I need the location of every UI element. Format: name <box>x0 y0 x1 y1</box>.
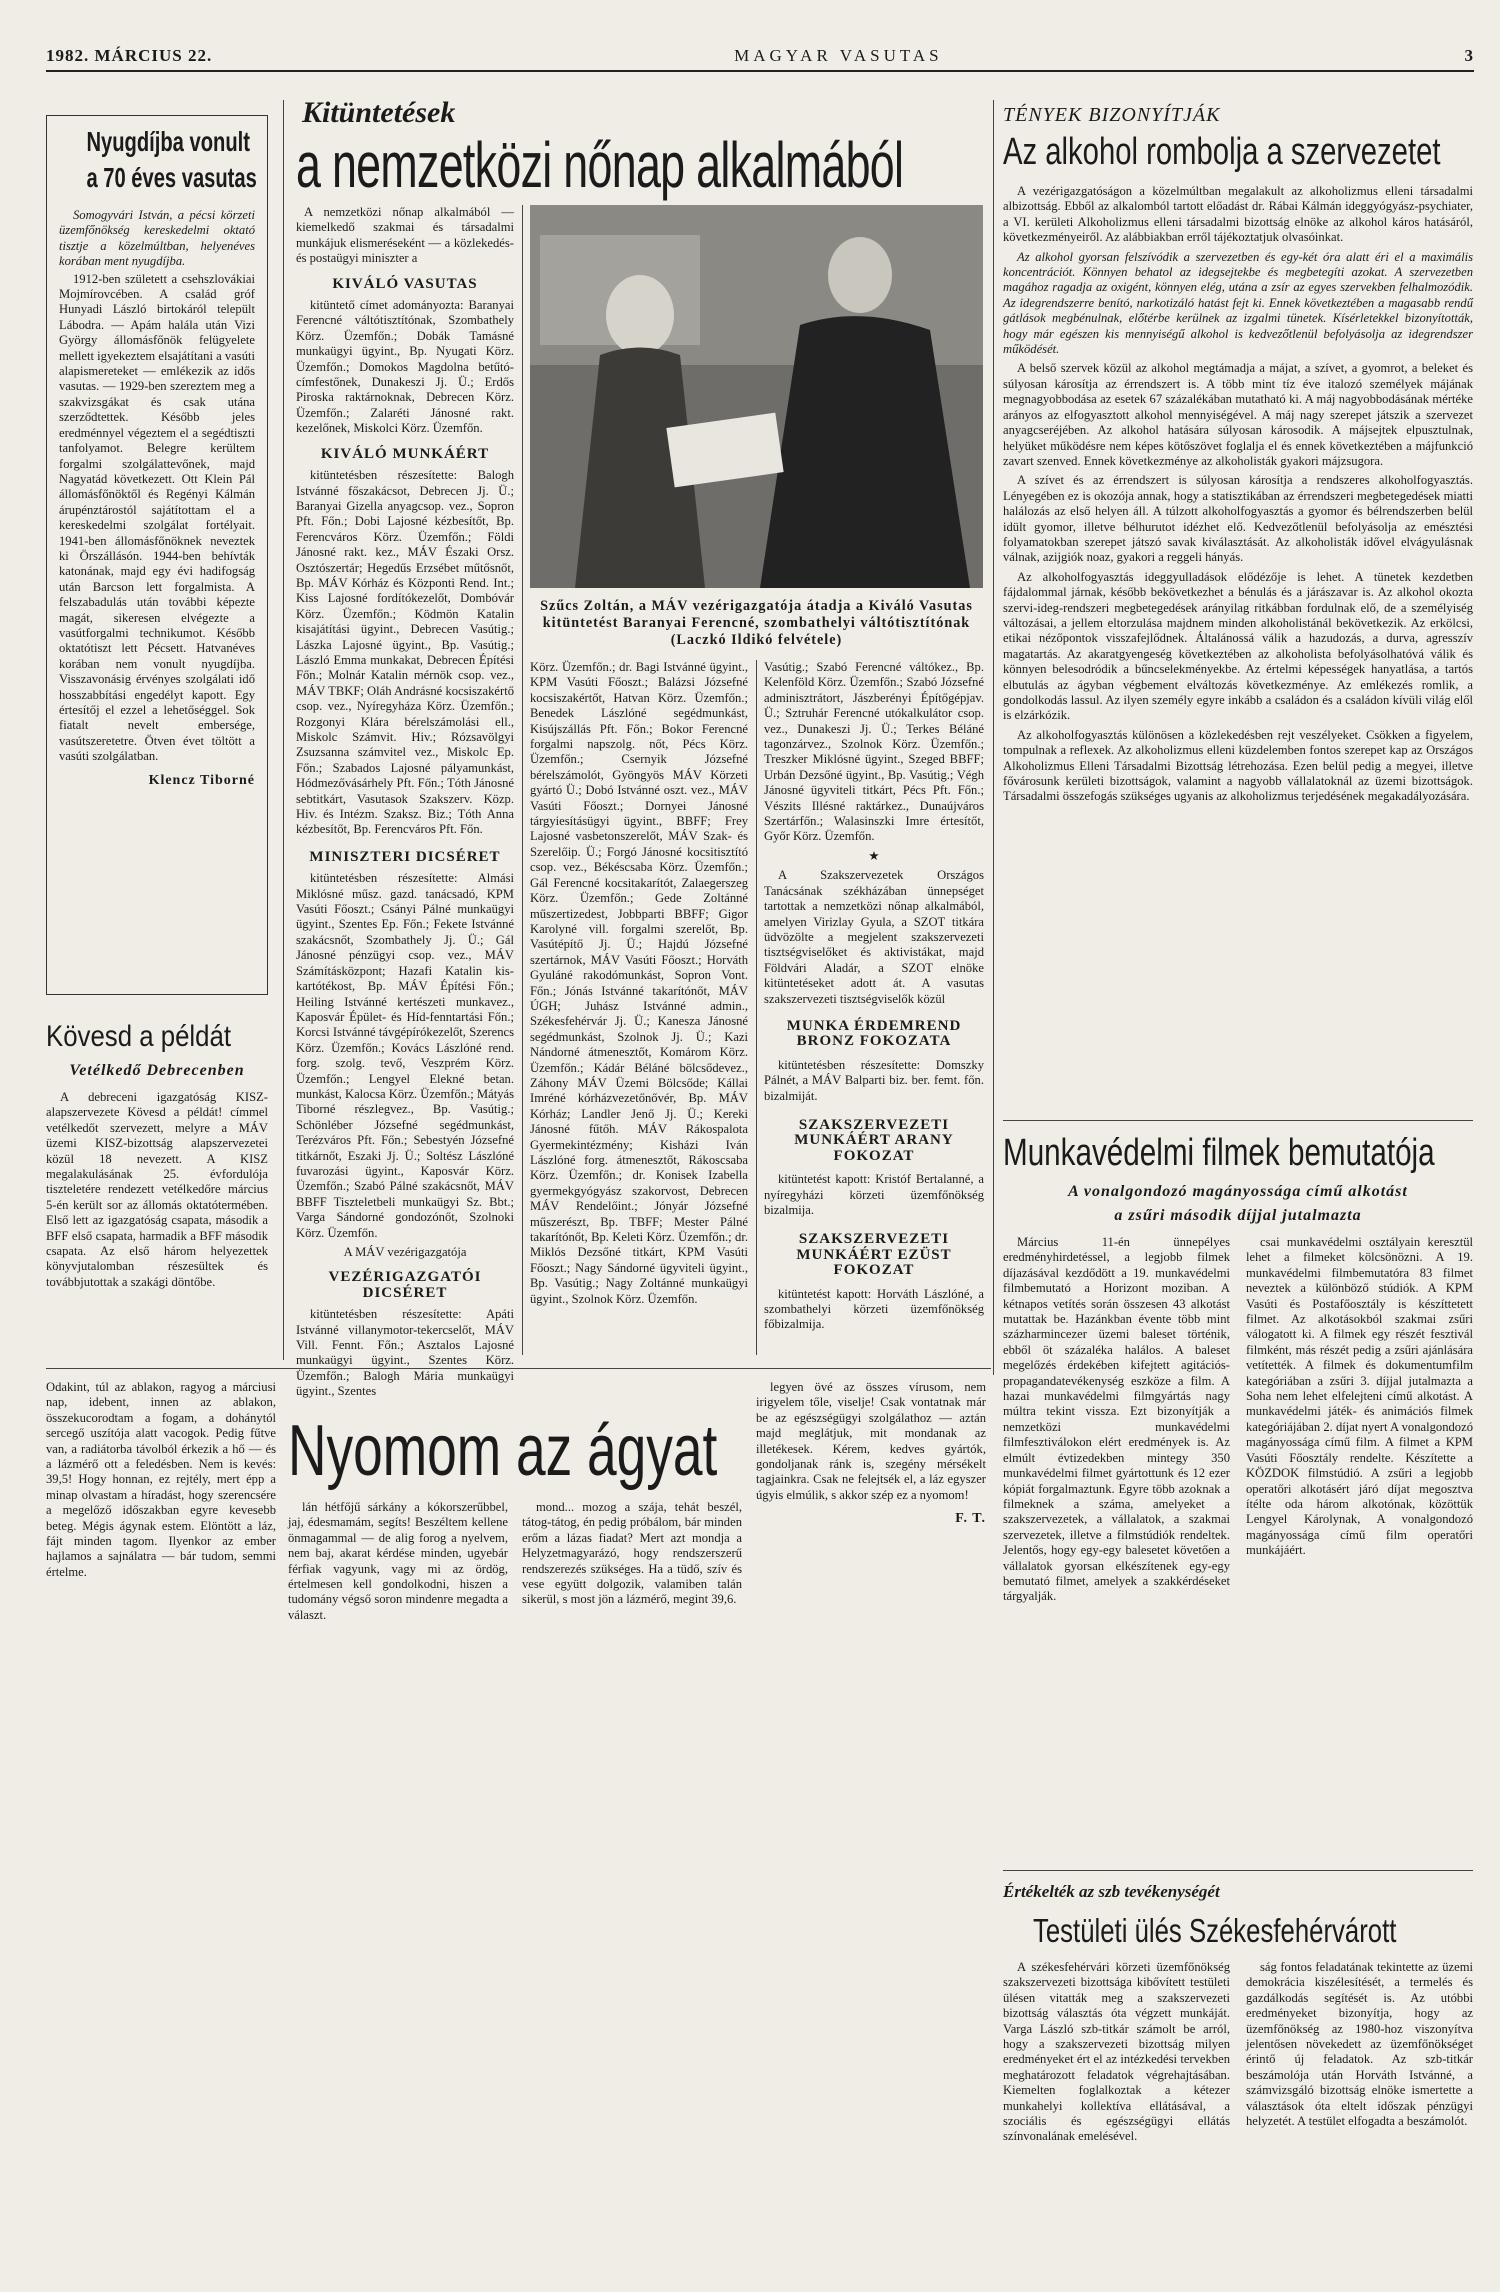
tenyek-title: Az alkohol rombolja a szervezetet <box>1003 131 1441 173</box>
testuleti-article <box>1003 1882 1473 2147</box>
munkavedelmi-sub2: a zsűri második díjjal jutalmazta <box>1114 1207 1362 1224</box>
miniszteri-dicseret-heading: MINISZTERI DICSÉRET <box>309 848 501 865</box>
nyomom-author: F. T. <box>955 1511 986 1527</box>
tenyek-article <box>1003 104 1473 807</box>
photo-caption: Szűcs Zoltán, a MÁV vezérigazgatója átadja a Kiváló Vasutas kitüntetést Baranyai Ferencné, szombathelyi váltótisztítónak (Laczkó Ildikó felvétele) <box>540 598 973 648</box>
nyomom-col-2: lán hétfőjű sárkány a kókorszerűbbel, jaj, édesmamám, segíts! Beszéltem kellene önmagammal — de alig forog a nyelvem, nem baj, akarat kérdése minden, ugyebár férfiak vagyunk, vagy mi az ördög, értelmesen kell gondolkodni, hiszen a tudomány végső soron mindenre megadta a választ. <box>288 1500 508 1622</box>
munkavedelmi-sub1: A vonalgondozó magányossága című alkotást <box>1068 1183 1408 1200</box>
kovesd-title: Kövesd a példát <box>46 1020 232 1053</box>
kovesd-subtitle: Vetélkedő Debrecenben <box>69 1062 245 1079</box>
tenyek-kicker: TÉNYEK BIZONYÍTJÁK <box>1003 104 1221 126</box>
munkavedelmi-title: Munkavédelmi filmek bemutatója <box>1003 1132 1435 1174</box>
kovesd-article <box>46 1020 268 1292</box>
nyomom-col-3: mond... mozog a szája, tehát beszél, tátog-tátog, én pedig próbálom, bár minden erőm a lázas fiadat? Mert azt mondja a Helyzetmagyarázó, hogy rendszerszerű rendszerezés szükséges. Ha a tüdő, szív és vese együtt dolgozik, valamiben talán sikerül, s most jön a lázmérő, megint 39,6. <box>522 1500 742 1607</box>
kitunt-col-1: A nemzetközi nőnap alkalmából — kiemelkedő szakmai és társadalmi munkájuk elismeréseként — a közlekedés- és postaügyi miniszter a KIVÁLÓ VASUTAS kitüntető címet adományozta: Baranyai Ferencné váltótisztítónak, Szombathely Körz. Üzemfőn.; Dobák Tamásné munkaügyi ügyint., Bp. Nyugati Körz. Üzemfőn.; Domokos Magdolna betűtó-címfestőnek, Dunakeszi Jj. Ü.; Erdős Piroska raktárnoknak, Debrecen Körz. Üzemfőn.; Zalaréti Jánosné rakt. kezelőnek, Miskolci Körz. Üzemfőn. KIVÁLÓ MUNKÁÉRT kitüntetésben részesítette: Balogh Istvánné főszakácsot, Debrecen Jj. Ü.; Baranyai Gizella anyagcsop. vez., Sopron Pft. Főn.; Dobi Lajosné kézbesítőt, Bp. Ferencváros Körz. Üzemfőn.; Földi Jánosné rakt. kez., MÁV Északi Orsz. Osztószertár; Hegedűs Erzsébet műtősnőt, Bp. MÁV Kórház és Központi Rend. Int.; Kiss Lajosné fordítókezelőt, Dombóvár Körz. Üzemfőn.; Ködmön Katalin kisajátítási ügyint., Debrecen Vasútig.; Lászka Lajosné ügyint., Bp. Vasútig.; László Emma munkakat, Debrecen Építési Főn.; Molnár Katalin mérnök csop. vez., MÁV TBKF; Oláh Andrásné kocsiszakértő csop. vez., Nyíregyháza Körz. Üzemfőn.; Rozgonyi Klára bérelszámolási ell., Miskolc Számvit. Hiv.; Rózsavölgyi Zsuzsanna számvitel vez., Miskolc Ep. Főn.; Szabados Lajosné pályamunkást, Hódmezővásárhely Pft. Főn.; Tóth Jánosné sebtitkárt, Vasutasok Szakszerv. Közp. Hiv. és Intézm. Szaksz. Biz.; Tóth Anna kézbesítőt, Bp. Ferencváros Pft. Főn. MINISZTERI DICSÉRET kitüntetésben részesítette: Almási Miklósné műsz. gazd. tanácsadó, KPM Vasúti Főoszt.; Csányi Pálné munkaügyi ügyint., Szentes Ep. Főn.; Fekete Istvánné szakácsnőt, Szombathely Jj. Ü.; Gál Jánosné pénzügyi csop. vez., MÁV Számításközpont; Hazafi Katalin kis-kartótékost, Bp. MÁV Építési Főn.; Heiling Istvánné kertészeti munkavez., Kaposvár Épület- és Híd-fenntartási Főn.; Korcsi Istvánné távgépírókezelőt, Szerencs Körz. Üzemfőn.; Kovács Lászlóné rend. forg. szolg. tevő, Veszprém Körz. Üzemfőn.; Lengyel Elekné betan. munkást, Kalocsa Körz. Üzemfőn.; Mátyás Tiborné részlegvez., Bp. Vasútig.; Schönléber Józsefné segédmunkást, Terézváros Pft. Főn.; Sebestyén Józsefné titkárnőt, Eszaki Jj. Ü.; Soltész Lászlóné fuvarozási ügyint., Kaposvár Körz. Üzemfőn.; Szabó Pálné szakácsnőt, MÁV BBFF Tiszteletbeli munkaügyi Sz. Bbt.; Varga Sándorné gondozónőt, Szolnoki Körz. Üzemfőn. A MÁV vezérigazgatója VEZÉRIGAZGATÓI DICSÉRET kitüntetésben részesítette: Apáti Istvánné villanymotor-tekercselőt, MÁV Vill. Fennt. Főn.; Asztalos Lajosné munkaügyi ügyint., Szentes Körz. Üzemfőn.; Balogh Mária munkaügyi ügyint., Szentes <box>296 205 514 1399</box>
kituntetesek-header <box>296 96 984 202</box>
testuleti-col-2: ság fontos feladatának tekintette az üzemi demokrácia kiszélesítését, a termelés és gazdálkodás segítését is. Az utóbbi eredményeket bizonyítja, hogy az üzemfőnökség az 1980-hoz viszonyítva jelentősen növekedett az üzemfőnökséget érintő új feladatok. Az szb-titkár beszámolója után Horváth Istvánné, a számvizsgáló bizottság elnöke ismertette a választások óta eltelt időszak pénzügyi helyzetét. A testület elfogadta a beszámolót. <box>1246 1960 1473 2129</box>
nyomom-title: Nyomom az ágyat <box>288 1411 718 1491</box>
nyugdij-body: 1912-ben született a csehszlovákiai Mojmírovcében. A család gróf Hunyadi László birtokáról települt Lábodra. — Apám halála után Vizi György állomásfőnök felügyelete mellett igyekeztem elsajátítani a vasúti alapismereteket — emlékezik az idős vasutas. — 1929-ben szereztem meg a szakvizsgákat és csak utána szerződtettek. Később jeles eredménnyel végeztem el a segédtiszti tanfolyamot. Belegre kerültem forgalmi szolgálattevőnek, majd Nagyatád következett. Ott Klein Pál állomásfőnöktől és Regényi Kálmán árupénztárostól sajátítottam el a kereskedelmi szolgálat fortélyait. 1941-ben állomásfőnöknek neveztek ki Örszállásón. 1944-ben behívták katonának, majd egy évi hadifogság után Barcson lett forgalmista. A felszabadulás után további képezte magát, sikeresen elvégezte a vasútforgalmi technikumot. Később oktatótiszt lett Pécsett. Hatvanéves korában nem vonult nyugdíjba. Visszavonásig érvényes szolgálati idő hosszabbítási engedélyt kapott. Egy értesítőj el ezzel a lehetőséggel. Sok fiatalt nevelt embersége, vasútszeretetre. Ötven évet töltött a vasúti szolgálatban. <box>59 271 255 764</box>
issue-date: 1982. MÁRCIUS 22. <box>46 46 213 65</box>
kitunt-col-2: Körz. Üzemfőn.; dr. Bagi Istvánné ügyint., KPM Vasúti Főoszt.; Balázsi Józsefné kocsiszakértőt, Hatvan Körz. Üzemfőn.; Benedek Lászlóné segédmunkást, Kisújszállás Pft. Főn.; Bokor Ferencné forgalmi napszolg. nőt, Pécs Körz. Üzemfőn.; Csernyik Józsefné bérelszámolót, Gyöngyös MÁV Körzeti gyártó Ü.; Dobó Istvánné oszt. vez., MÁV Vasúti Főoszt.; Dornyei Jánosné tárgyiesításügyi ügyint., BBFF; Frey Lajosné vasbetonszerelőt, MÁV Szak- és Szerelőip. Ü.; Forgó Jánosné kocsitisztító csop. vez., Békéscsaba Körz. Üzemfőn.; Gál Ferencné kocsitakarítót, Zalaegerszeg Körz. Üzemfőn.; Gede Zoltánné műszertizedest, Jobbparti BBFF; Gigor Karolyné vill. forgalmi szerelőt, Bp. Vasútépítő Jj. Ü.; Hajdú Józsefné szertárnok, MÁV Vasúti Főoszt.; Horváth Gyuláné rakodómunkást, Sopron Vont. Főn.; Jónás Istvánné takarítónőt, MÁV ÚGH; Juhász Istvánné admin., Székesfehérvár Jj. Ü.; Kanesza Jánosné segédmunkást, Szolnok Jj. Ü.; Kazi Nándorné átmenesztőt, Komárom Körz. Üzemfőn.; Kádár Béláné bölcsődevez., Záhony MÁV Üzemi Bölcsőde; Kállai Imréné kórházvezetőnővér, Bp. MÁV Kórház; Landler Jenő Jj. Ü.; Kereki Jánosné fűtőh. MÁV Rákospalota Gyermekintézmény; Kisházi Iván Lászlóné forg. átmenesztőt, Rákoscsaba Körz. Üzemfőn.; dr. Konisek Izabella gyermekgyógyász szakorvost, Debrecen MÁV Rendelőint.; Jónyár Józsefné műszerészt, Bp. TBFF; Mester Pálné takarítónőt, Bp. Keleti Körz. Üzemfőn.; dr. Miklós Dezsőné titkárt, KPM Vasúti Főoszt.; Nagy Sándorné ügyviteli ügyint., Bp. Vasútig.; Nagy Zoltánné munkaügyi ügyint., Szolnok Körz. Üzemfőn. <box>530 660 748 1306</box>
nyomom-col-1: Odakint, túl az ablakon, ragyog a márciusi nap, idebent, innen az ablakon, összekucorodtam a fogam, a dohánytól sercegő uszítója alatt vacogok. Pedig fűtve van, a radiátorba távolból érkezik a hő — és a lázmérő ott a feledésben. Nem is kevés: 39,5! Hogy honnan, ez rejtély, mert épp a minap olvastam a híradást, hogy szerencsére a megelőző időszakban egyre kevesebb beteg. Mégis ágynak estem. Elöntött a láz, fájt minden tagom. Ilyenkor az ember hajlamos a sajnálatra — bár tudom, semmi értelme. <box>46 1380 276 1579</box>
running-header <box>46 42 1474 72</box>
munkavedelmi-col-2: csai munkavédelmi osztályain keresztül lehet a filmeket kölcsönözni. A 19. munkavédelmi filmbemutatóra 83 filmet neveztek a különböző stúdiók. A KPM Vasúti és Postafőosztály is készíttetett filmet. Az alkotásokból szakmai zsűri válogatott ki. A filmek egy részét fesztivál filmként, más részét pedig a zsűri ajánlására vetítették. A filmek és dokumentumfilm kategóriában a zsűri 3. díjjal jutalmazta a Soha nem lehet elfelejteni című alkotást. A munkavédelmi játék- és animációs filmek kategóriájában 2. díjat nyert A vonalgondozó magányossága című film. A filmet a KPM Vasúti Főosztály rendelte. Készítette a KÖZDOK filmstúdió. A zsűri a legjobb operatőri alkotásért járó díjat megosztva ítélte oda három alkotónak, közöttük Lengyel Károlynak, A vonalgondozó magányossága című film operatőri munkájáért. <box>1246 1235 1473 1558</box>
testuleti-kicker: Értékelték az szb tevékenységét <box>1003 1882 1220 1901</box>
munka-erdemrend-heading: MUNKA ÉRDEMREND BRONZ FOKOZATA <box>786 1017 962 1050</box>
munkavedelmi-article <box>1003 1132 1473 1607</box>
kivalo-munkaert-heading: KIVÁLÓ MUNKÁÉRT <box>320 445 490 462</box>
nyugdij-title: Nyugdíjba vonult a 70 éves vasutas <box>86 126 257 193</box>
testuleti-title: Testületi ülés Székesfehérvárott <box>1033 1912 1397 1949</box>
kituntetesek-kicker: Kitüntetések <box>302 96 456 129</box>
nyomom-col-4: legyen övé az összes vírusom, nem irigyelem tőle, viselje! Csak vontatnak már be az egészségügyi szolgálathoz — aztán majd meglátjuk, mit mondanak az illetékesek. Kérem, kedves gyártók, gondoljanak ránk is, szegény mérsékelt tagjainkra. Csak ne felejtsék el, a láz egyszer úgyis elmúlik, s akkor szép ez a nyomom! F. T. <box>756 1380 986 1527</box>
kitunt-col-3: Vasútig.; Szabó Ferencné váltókez., Bp. Kelenföld Körz. Üzemfőn.; Szabó Józsefné adminisztrátort, Jászberényi Építőgépjav. Ü.; Sztruhár Ferencné utókalkulátor csop. vez., Dunakeszi Jj. Ü.; Terkes Béláné tagonzárvez., Szolnok Körz. Üzemfőn.; Treszker Miklósné ügyint., Szeged BBFF; Urbán Dezsőné ügyint., Bp. Vasútig.; Végh Jánosné ügyviteli titkárt, Pécs Pft. Főn.; Vészits Illésné raktárkez., Dunaújváros Szertárfőn.; Walasinszki Imre értesítőt, Győr Körz. Üzemfőn. ★ A Szakszervezetek Országos Tanácsának székházában ünnepséget tartottak a nemzetközi nőnap alkalmából, amelyen Virizlay Gyula, a SZOT titkára üdvözölte a megjelent szakszervezeti tisztségviselőket és aktivistákat, majd Földvári Aladár, a SZOT elnöke kitüntetéseket adott át. A vasutas szakszervezeti tisztségviselők közül MUNKA ÉRDEMREND BRONZ FOKOZATA kitüntetésben részesítette: Domszky Pálnét, a MÁV Balparti biz. ber. femt. főn. bizalmiját. SZAKSZERVEZETI MUNKÁÉRT ARANY FOKOZAT kitüntetést kapott: Kristóf Bertalanné, a nyíregyházi körzeti üzemfőnökség bizalmija. SZAKSZERVEZETI MUNKÁÉRT EZÜST FOKOZAT kitüntetést kapott: Horváth Lászlóné, a szombathelyi körzeti üzemfőnökség főbizalmija. <box>764 660 984 1332</box>
nyugdij-text <box>59 208 255 765</box>
award-photo <box>530 205 983 588</box>
vezerigazgatoi-heading: VEZÉRIGAZGATÓI DICSÉRET <box>328 1269 482 1301</box>
kovesd-body: A debreceni igazgatóság KISZ-alapszervezete Kövesd a példát! címmel vetélkedőt szervezett, melyre a MÁV üzemi KISZ-bizottság alapszervezetei közül 18 nevezett. A KISZ megalakulásának 25. évfordulója tiszteletére rendezett vetélkedőre március 5-én került sor az állomás oktatótermében. Első lett az igazgatóság csapata, második a BFF első csapata, harmadik a BFF második csapata. Az első három helyezettek könyvjutalomban részesültek és továbbjutottak a szakági döntőbe. <box>46 1090 268 1289</box>
nyugdij-lead: Somogyvári István, a pécsi körzeti üzemfőnökség kereskedelmi oktató tisztje a közelmúltban, helyenéves korában ment nyugdíjba. <box>59 208 255 269</box>
nyugdij-box <box>46 115 268 995</box>
szakszerv-arany-heading: SZAKSZERVEZETI MUNKÁÉRT ARANY FOKOZAT <box>794 1116 954 1164</box>
munkavedelmi-col-1: Március 11-én ünnepélyes eredményhirdetéssel, a legjobb filmek díjazásával kezdődött a 19. munkavédelmi filmbemutató a Horizont moziban. A kétnapos vetítés során összesen 43 alkotást mutattak be. Hazánkban évente több mint százharmincezer üzemi baleset történik, ebből öt százaléka halálos. A baleset megelőzés érdekében kifejtett agitációs-propagandatevékenység eszköze a film. A hazai munkavédelmi filmgyártás nagy múltra tekint vissza. Ezt bizonyítják a nemzetközi munkavédelmi filmfesztiválokon elért eredmények is. Az elmúlt évtizedekben mintegy 350 munkavédelmi filmet gyártottunk és 12 ezer kópiát forgalmaztunk. Egyre több azoknak a filmeknek a száma, amelyeket a szakszervezetek, a vállalatok, a szakmai szervezetek, illetve a filmstúdiók rendeltek. Jelentős, hogy egy-egy balesetet követően a vállalatok gyorsan elkészítenek egy-egy bemutató filmet, amelyek a szakkérdéseket tárgyalják. <box>1003 1235 1230 1604</box>
kituntetesek-title: a nemzetközi nőnap alkalmából <box>296 129 904 201</box>
star-separator: ★ <box>868 848 880 863</box>
page-number: 3 <box>1464 46 1474 65</box>
kivalo-vasutas-heading: KIVÁLÓ VASUTAS <box>332 275 478 292</box>
testuleti-col-1: A székesfehérvári körzeti üzemfőnökség szakszervezeti bizottsága kibővített testületi ülésen vitatták meg a szakszervezeti bizottság választás óta végzett munkáját. Varga László szb-titkár számolt be arról, hogy a szakszervezeti bizottság milyen eredményeket ért el az intézkedési tervekben meghatározott feladatok végrehajtásában. Kiemelten foglalkoztak a kétezer munkahelyi kollektíva ellátásával, a szociális és egészségügyi ellátás színvonalának emelésével. <box>1003 1960 1230 2144</box>
newspaper-title: MAGYAR VASUTAS <box>734 46 943 65</box>
tenyek-body: A vezérigazgatóságon a közelmúltban megalakult az alkoholizmus elleni társadalmi albizottság. Ebből az alkalomból tartott előadást dr. Rábai Kálmán ideggyógyász-psychiater, a VI. kerületi Alkoholizmus elleni társadalmi bizottság elnöke az alkohol káros hatásáról, következményeiről. Az alábbiakban erről tájékoztatjuk olvasóinkat. Az alkohol gyorsan felszívódik a szervezetben és egy-két óra alatt éri el a maximális koncentrációt. Könnyen behatol az idegsejtekbe és megbetegíti azokat. A szervezetben magához ragadja az oxigént, könnyen elég, utána a zsír az egyes szervekben felhalmozódik. Az idegrendszerre benító, narkotizáló hatást fejt ki. Ennek következtében a magasabb rendű gátlások megbénulnak, előtérbe kerülnek az izgalmi tünetek. Kísérletekkel bizonyították, hogy már egészen kis mennyiségű alkohol is kedvezőtlenül befolyásolja az idegrendszer működését. A belső szervek közül az alkohol megtámadja a májat, a szívet, a gyomrot, a beleket és súlyosan károsítja az érrendszert is. A több mint tíz éve italozó személyek májának megnagyobbodása az esetek 67 százalékában mutatható ki. A máj nagyobbodásának mértéke arányos az elfogyasztott alkohol mennyiségével. A máj nagy szerepet játszik a szervezet anyagcseréjében. Az alkohol hatására súlyosan károsodik. A májsejtek elpusztulnak, helyüket működésre nem képes kötőszövet foglalja el és ennek következtében a májfunkció zavart szenved. Ennek következménye az alkoholisták gyakori májzsugora. A szívet és az érrendszert is súlyosan károsítja a rendszeres alkoholfogyasztás. Lényegében ez is okozója annak, hogy a statisztikában az érrendszeri megbetegedések miatti halálozás az első helyen áll. A túlzott alkoholfogyasztás a gyomor és bélrendszerben belül idült gyomor, illetve bélhurutot idézhet elő. Kedvezőtlenül befolyásolja az emésztési folyamatokban szerepet játszó savak kiválasztását. Az alkoholisták idővel elvágyulásnak válnak, azijgiók noaz, gyakori a reggeli hányás. Az alkoholfogyasztás ideggyulladások elődézője is lehet. A tünetek kezdetben fájdalommal járnak, később bekövetkezhet a bénulás és a járászavar is. Az alkohol okozta szervi-ideg-rendszeri megbetegedések arányilag ritkábban fordulnak elő, de a személyiség változásai, a jellem eltorzulása majdnem minden alkoholistánál bekövetkezik. Az erkölcsi, etikai nézőpontok visszafejlődnek. Általánossá válik a hazudozás, a durva, agresszív magatartás. Az akaratgyengeség következtében az alkoholista befolyásolhatóvá válik és könnyen belesodródik a bűncselekményekbe. Az értelmi képességek hanyatlása, a tartós elbutulás az ágyban végbement elváltozás következménye. Az emlékezés romlik, a gondolkodás lassul. Az ilyen személy egyre inkább a családon és a családon kívüli világ elől is elzárkózik. Az alkoholfogyasztás különösen a közlekedésben rejt veszélyeket. Csökken a figyelem, tompulnak a reflexek. Az alkoholizmus elleni küzdelemben fontos szerepet kap az Országos Alkoholizmus Elleni Társadalmi Bizottság létrehozása. Ezen belül pedig a megyei, illetve fővárosunk kerületi bizottságok, valamint a nagyobb vállalatoknál az üzemi bizottságok. Társadalmi összefogás szükséges ugyanis az alkoholizmus terjedésének megakadályozására. <box>1003 184 1473 804</box>
szakszerv-ezust-heading: SZAKSZERVEZETI MUNKÁÉRT EZÜST FOKOZAT <box>796 1231 952 1279</box>
award-photo-illustration <box>530 205 983 588</box>
nyugdij-author: Klencz Tiborné <box>148 772 255 788</box>
